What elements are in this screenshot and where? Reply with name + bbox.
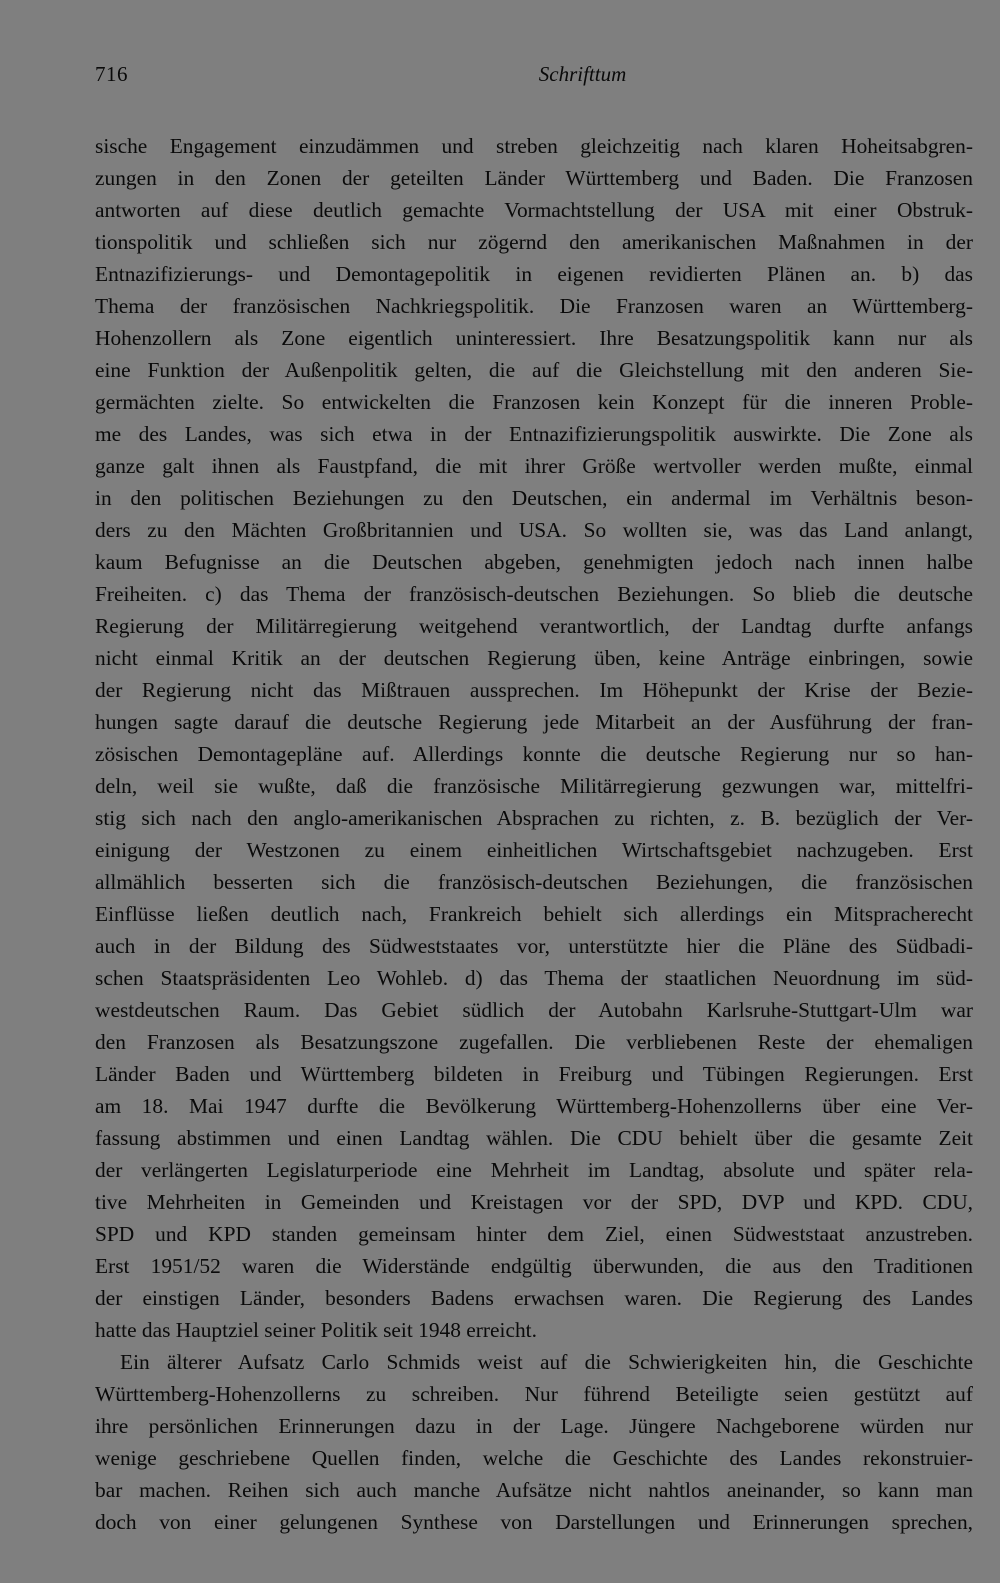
text-line: doch von einer gelungenen Synthese von Darstellungen und Erinnerungen sprechen, bbox=[95, 1510, 973, 1534]
text-line: deln, weil sie wußte, daß die französische Militärregierung gezwungen war, mittelfri- bbox=[95, 774, 973, 798]
running-head bbox=[95, 62, 970, 92]
text-line: Thema der französischen Nachkriegspolitik. Die Franzosen waren an Württemberg- bbox=[95, 294, 973, 318]
text-line: schen Staatspräsidenten Leo Wohleb. d) das Thema der staatlichen Neuordnung im süd- bbox=[95, 966, 973, 990]
text-line: der verlängerten Legislaturperiode eine Mehrheit im Landtag, absolute und später rela- bbox=[95, 1158, 973, 1182]
text-line: kaum Befugnisse an die Deutschen abgeben, genehmigten jedoch nach innen halbe bbox=[95, 550, 973, 574]
text-line: Freiheiten. c) das Thema der französisch-deutschen Beziehungen. So blieb die deutsche bbox=[95, 582, 973, 606]
text-line: antworten auf diese deutlich gemachte Vormachtstellung der USA mit einer Obstruk- bbox=[95, 198, 973, 222]
text-line: am 18. Mai 1947 durfte die Bevölkerung Württemberg-Hohenzollerns über eine Ver- bbox=[95, 1094, 973, 1118]
text-line: der einstigen Länder, besonders Badens erwachsen waren. Die Regierung des Landes bbox=[95, 1286, 973, 1310]
text-line: in den politischen Beziehungen zu den Deutschen, ein andermal im Verhältnis beson- bbox=[95, 486, 973, 510]
text-line: Erst 1951/52 waren die Widerstände endgültig überwunden, die aus den Traditionen bbox=[95, 1254, 973, 1278]
text-line: ihre persönlichen Erinnerungen dazu in der Lage. Jüngere Nachgeborene würden nur bbox=[95, 1414, 973, 1438]
text-line: Entnazifizierungs- und Demontagepolitik in eigenen revidierten Plänen an. b) das bbox=[95, 262, 973, 286]
paragraph bbox=[95, 1346, 973, 1538]
text-line: zungen in den Zonen der geteilten Länder Württemberg und Baden. Die Franzosen bbox=[95, 166, 973, 190]
text-line: Hohenzollern als Zone eigentlich uninteressiert. Ihre Besatzungspolitik kann nur als bbox=[95, 326, 973, 350]
text-line: stig sich nach den anglo-amerikanischen Absprachen zu richten, z. B. bezüglich der Ver- bbox=[95, 806, 973, 830]
text-line: tive Mehrheiten in Gemeinden und Kreistagen vor der SPD, DVP und KPD. CDU, bbox=[95, 1190, 973, 1214]
text-line: hungen sagte darauf die deutsche Regierung jede Mitarbeit an der Ausführung der fran- bbox=[95, 710, 973, 734]
text-line: Württemberg-Hohenzollerns zu schreiben. Nur führend Beteiligte seien gestützt auf bbox=[95, 1382, 973, 1406]
text-line: sische Engagement einzudämmen und streben gleichzeitig nach klaren Hoheitsabgren- bbox=[95, 134, 973, 158]
text-line: eine Funktion der Außenpolitik gelten, die auf die Gleichstellung mit den anderen Sie- bbox=[95, 358, 973, 382]
text-line: ganze galt ihnen als Faustpfand, die mit ihrer Größe wertvoller werden mußte, einmal bbox=[95, 454, 973, 478]
text-line: ders zu den Mächten Großbritannien und USA. So wollten sie, was das Land anlangt, bbox=[95, 518, 973, 542]
text-line: Länder Baden und Württemberg bildeten in Freiburg und Tübingen Regierungen. Erst bbox=[95, 1062, 973, 1086]
text-line: fassung abstimmen und einen Landtag wählen. Die CDU behielt über die gesamte Zeit bbox=[95, 1126, 973, 1150]
text-line: Einflüsse ließen deutlich nach, Frankreich behielt sich allerdings ein Mitspracherecht bbox=[95, 902, 973, 926]
body-text bbox=[95, 130, 973, 1538]
text-line: zösischen Demontagepläne auf. Allerdings konnte die deutsche Regierung nur so han- bbox=[95, 742, 973, 766]
page-number: 716 bbox=[95, 62, 128, 86]
text-line: Regierung der Militärregierung weitgehend verantwortlich, der Landtag durfte anfangs bbox=[95, 614, 973, 638]
text-line: einigung der Westzonen zu einem einheitlichen Wirtschaftsgebiet nachzugeben. Erst bbox=[95, 838, 973, 862]
text-line: germächten zielte. So entwickelten die Franzosen kein Konzept für die inneren Proble- bbox=[95, 390, 973, 414]
paragraph bbox=[95, 130, 973, 1346]
text-line: SPD und KPD standen gemeinsam hinter dem Ziel, einen Südweststaat anzustreben. bbox=[95, 1222, 973, 1246]
text-line: westdeutschen Raum. Das Gebiet südlich der Autobahn Karlsruhe-Stuttgart-Ulm war bbox=[95, 998, 973, 1022]
text-line: Ein älterer Aufsatz Carlo Schmids weist auf die Schwierigkeiten hin, die Geschichte bbox=[120, 1350, 973, 1374]
text-line: tionspolitik und schließen sich nur zögernd den amerikanischen Maßnahmen in der bbox=[95, 230, 973, 254]
text-line: me des Landes, was sich etwa in der Entnazifizierungspolitik auswirkte. Die Zone als bbox=[95, 422, 973, 446]
text-line: auch in der Bildung des Südweststaates vor, unterstützte hier die Pläne des Südbadi- bbox=[95, 934, 973, 958]
text-line: hatte das Hauptziel seiner Politik seit 1948 erreicht. bbox=[95, 1318, 537, 1342]
text-line: der Regierung nicht das Mißtrauen aussprechen. Im Höhepunkt der Krise der Bezie- bbox=[95, 678, 973, 702]
text-line: allmählich besserten sich die französisch-deutschen Beziehungen, die französischen bbox=[95, 870, 973, 894]
text-line: wenige geschriebene Quellen finden, welche die Geschichte des Landes rekonstruier- bbox=[95, 1446, 973, 1470]
running-title: Schrifttum bbox=[538, 62, 627, 86]
text-line: nicht einmal Kritik an der deutschen Regierung üben, keine Anträge einbringen, sowie bbox=[95, 646, 973, 670]
text-line: den Franzosen als Besatzungszone zugefallen. Die verbliebenen Reste der ehemaligen bbox=[95, 1030, 973, 1054]
text-line: bar machen. Reihen sich auch manche Aufsätze nicht nahtlos aneinander, so kann man bbox=[95, 1478, 973, 1502]
